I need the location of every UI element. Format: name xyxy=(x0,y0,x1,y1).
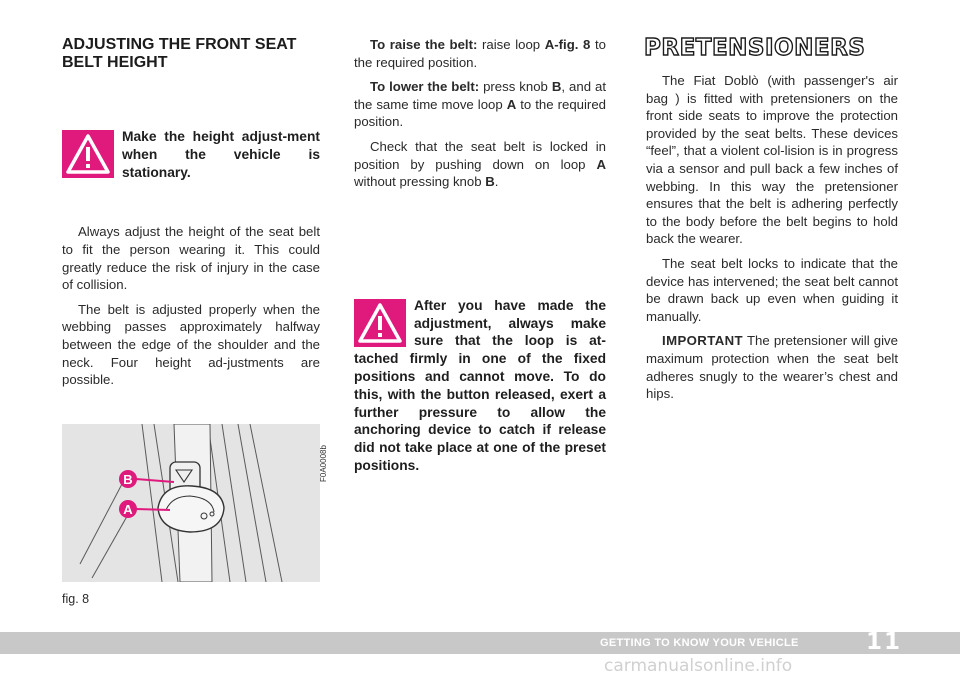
footer-bar xyxy=(0,632,960,654)
lower-text-3: to the required position. xyxy=(354,96,606,130)
check-loop-ref: A xyxy=(596,156,606,172)
paragraph-raise-belt xyxy=(354,36,606,71)
lower-knob-ref: B xyxy=(551,79,562,95)
left-column xyxy=(62,36,320,396)
section-heading: ADJUSTING THE FRONT SEAT BELT HEIGHT xyxy=(62,36,297,71)
lower-text-1: press knob xyxy=(479,79,552,95)
pretensioners-title: PRETENSIONERS xyxy=(644,35,866,61)
lower-loop-ref: A xyxy=(506,96,517,112)
paragraph-lower-belt xyxy=(354,78,606,131)
warning-text: After you have made the adjustment, always make sure that the loop is at-tached firmly in one of the fixed positions and cannot move. To do this, with the button released, exert a further pressure to allow the anchoring device to catch if release did not take place at one of the preset positions. xyxy=(354,297,606,473)
figure-seat-belt-adjuster xyxy=(62,424,320,582)
warning-box-loop xyxy=(354,297,606,475)
important-text: The pretensioner will give maximum protection when the seat belt adheres snugly to the wearer’s chest and hips. xyxy=(646,333,898,402)
paragraph-belt-locks: The seat belt locks to indicate that the device has intervened; the seat belt cannot be drawn back up even when guiding it manually. xyxy=(646,255,898,324)
important-label: IMPORTANT xyxy=(662,333,744,349)
lower-text-2: , and at the same time move loop xyxy=(354,79,606,112)
paragraph-adjust: Always adjust the height of the seat belt to fit the person wearing it. This could greatly reduce the risk of injury in the case of collision. xyxy=(62,224,320,293)
raise-lead: To raise the belt: xyxy=(370,37,478,52)
figure-code xyxy=(316,424,330,484)
raise-text-2: to the required position. xyxy=(354,37,606,70)
paragraph-check-lock xyxy=(354,138,606,191)
figure-code-text: F0A0008b xyxy=(319,445,328,482)
right-column xyxy=(646,36,898,410)
warning-triangle-icon xyxy=(62,130,114,178)
warning-text: Make the height adjust-ment when the vehicle is stationary. xyxy=(122,129,320,180)
check-text-1: Check that the seat belt is locked in position by pushing down on loop xyxy=(354,138,606,172)
page-number: 11 xyxy=(866,629,903,655)
warning-box-height xyxy=(62,128,320,181)
paragraph-proper-adjustment: The belt is adjusted properly when the webbing passes approximately halfway between the edge of the shoulder and the neck. Four height ad-justments are possible. xyxy=(62,301,320,388)
label-a: A xyxy=(123,502,133,517)
label-b: B xyxy=(123,472,133,487)
check-text-3: . xyxy=(494,174,499,190)
lower-lead: To lower the belt: xyxy=(370,79,480,95)
paragraph-important xyxy=(646,332,898,402)
raise-text-1: raise loop xyxy=(477,37,545,52)
check-text-2: without pressing knob xyxy=(354,174,486,190)
footer-section-label: GETTING TO KNOW YOUR VEHICLE xyxy=(600,637,799,649)
paragraph-pretensioners-intro: The Fiat Doblò (with passenger's air bag ) is fitted with pretensioners on the front side seats to improve the protection provided by the seat belts. These devices “feel”, that a violent col-lision is in progress via a sensor and pull back a few inches of webbing. In this way the pretensioner ensures that the belt is adhering perfectly to the body before the belt begins to hold back the wearer. xyxy=(646,73,898,247)
warning-triangle-icon xyxy=(354,299,406,347)
watermark: carmanualsonline.info xyxy=(604,656,793,676)
belt-adjuster-illustration xyxy=(62,424,320,582)
check-knob-ref: B xyxy=(485,174,495,190)
raise-fig-ref: A-fig. 8 xyxy=(544,37,591,52)
figure-caption: fig. 8 xyxy=(62,592,90,606)
middle-column xyxy=(354,36,606,475)
